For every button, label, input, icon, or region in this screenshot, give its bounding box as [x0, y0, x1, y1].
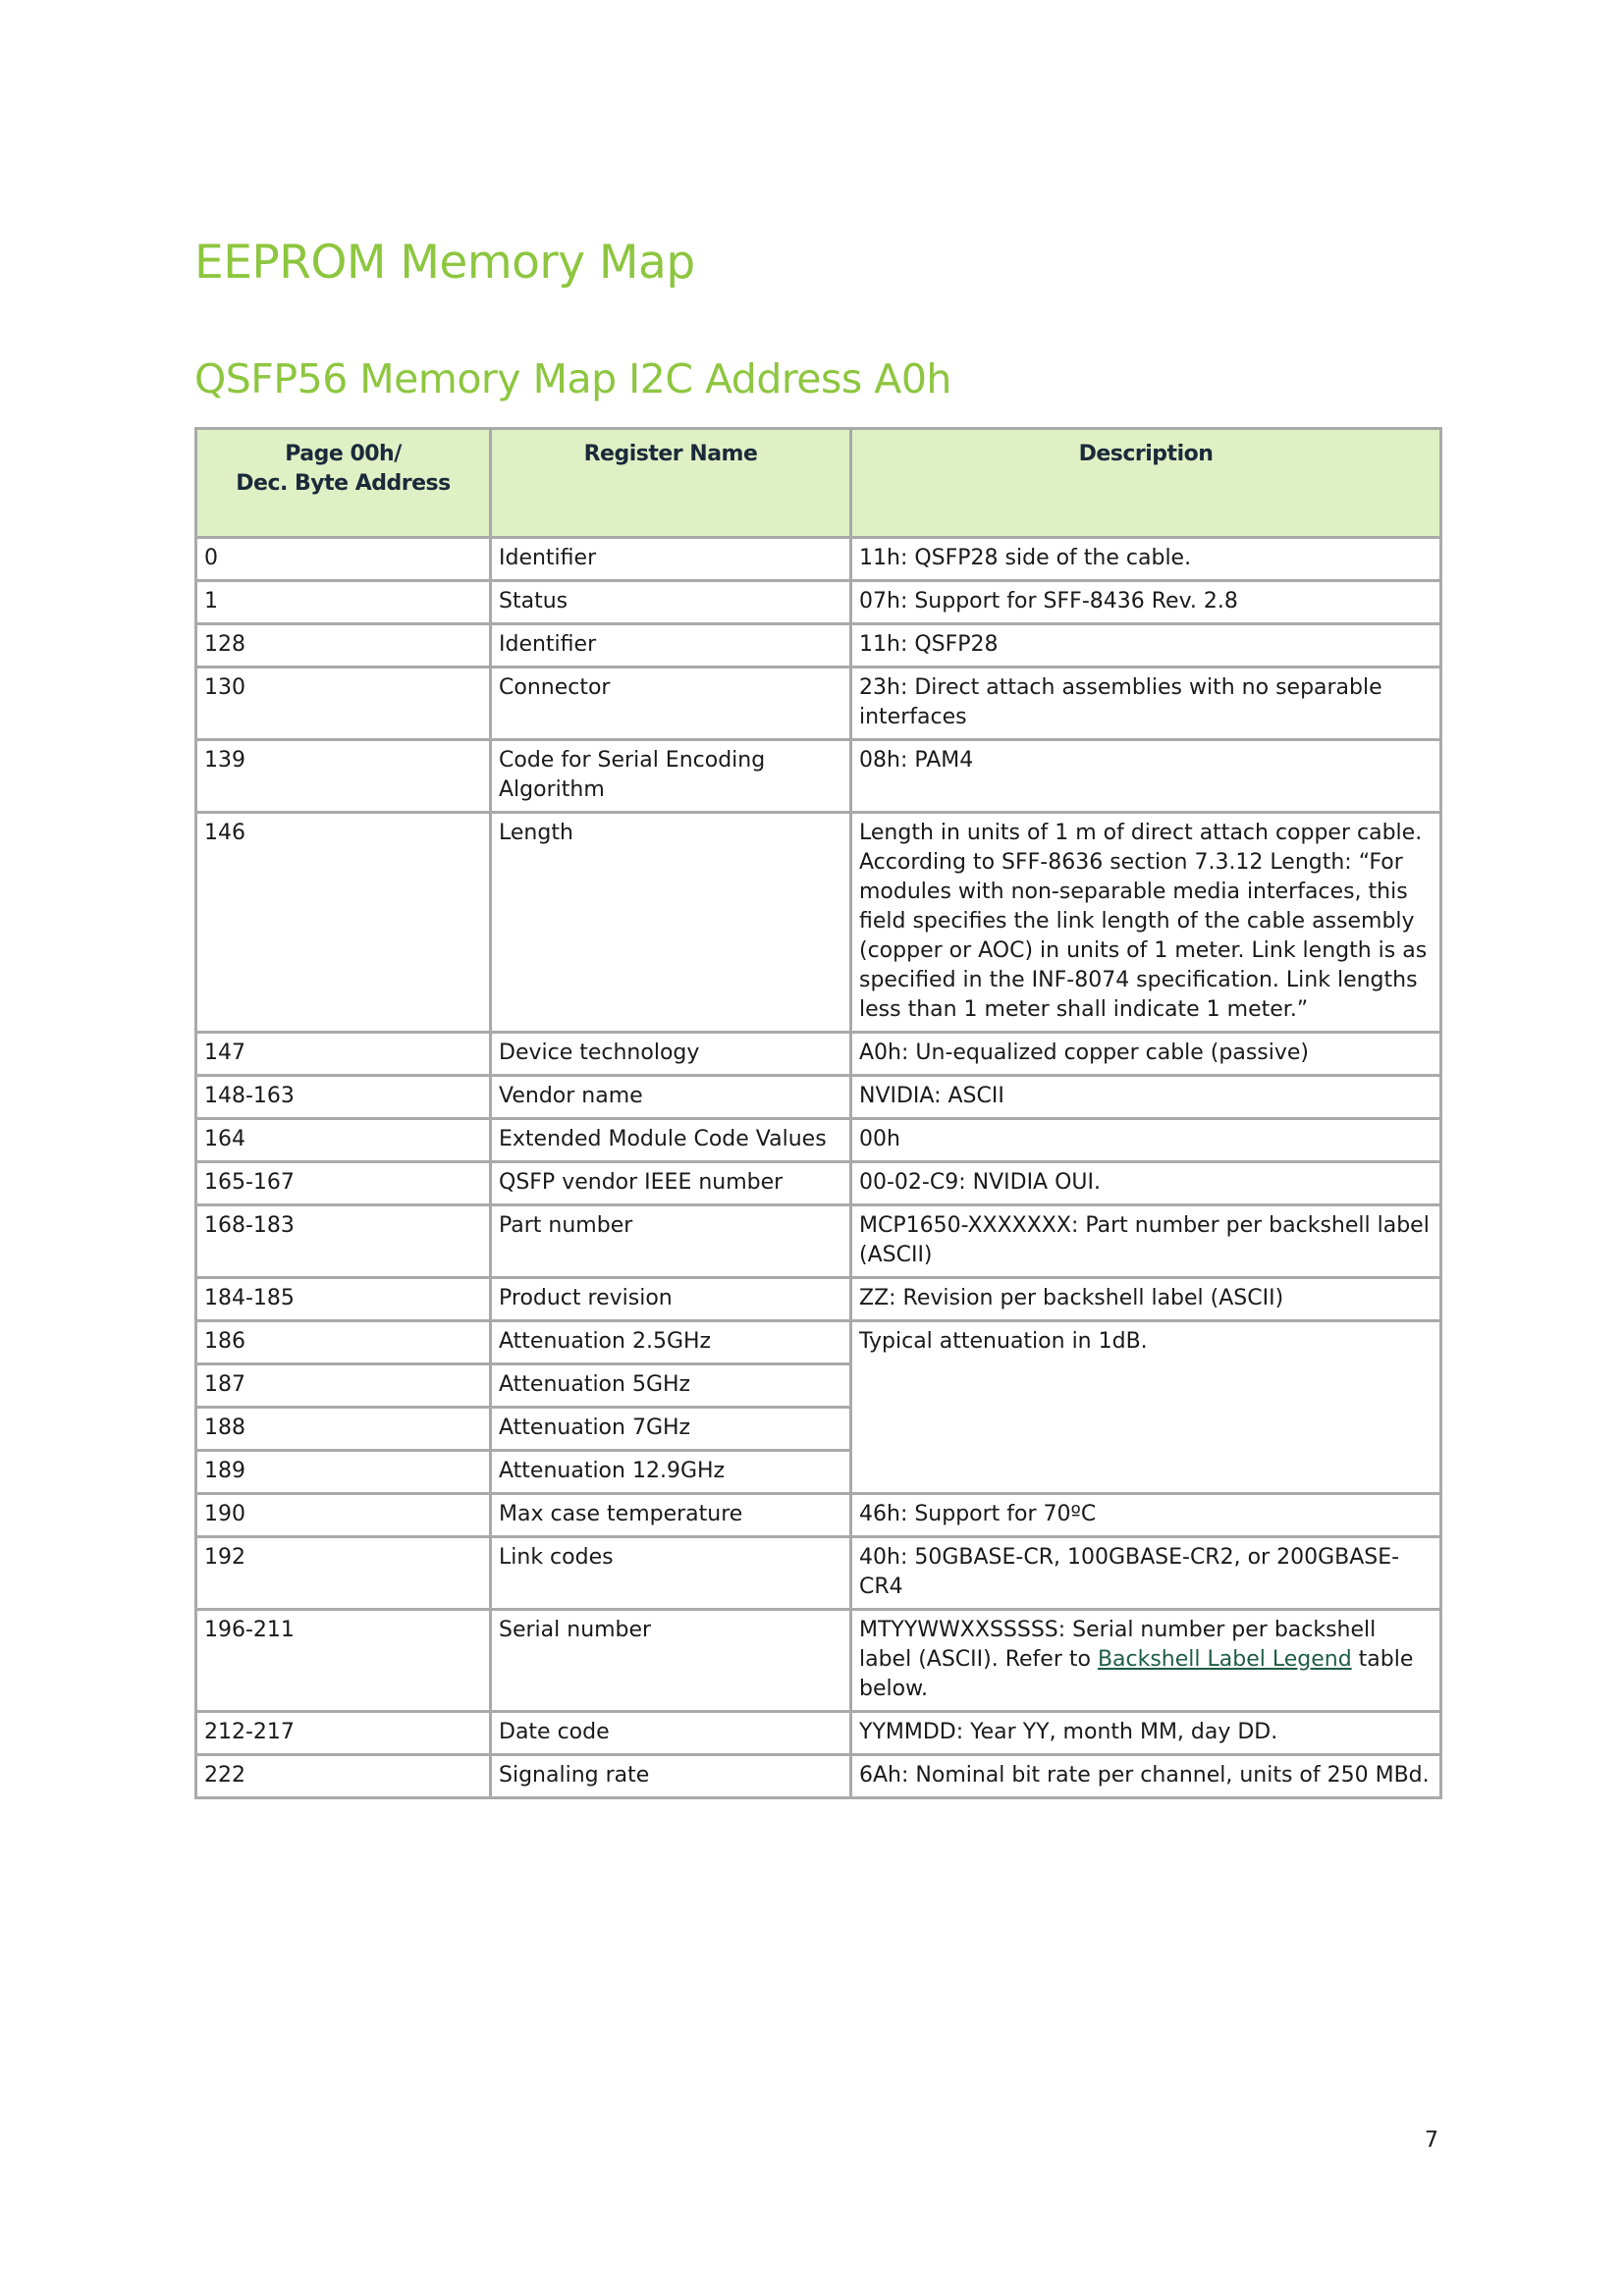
address-cell: 187 [196, 1364, 491, 1408]
header-register-name: Register Name [491, 429, 851, 538]
table-row [196, 1076, 1441, 1119]
description-cell: 00h [851, 1119, 1441, 1162]
table-row [196, 1755, 1441, 1798]
description-cell: 6Ah: Nominal bit rate per channel, units of 250 MBd. [851, 1755, 1441, 1798]
address-cell: 165-167 [196, 1162, 491, 1205]
description-cell: MCP1650-XXXXXXX: Part number per backshell label (ASCII) [851, 1205, 1441, 1278]
description-text: MTYYWWXXSSSSS: Serial number per backshell label (ASCII). Refer to [859, 1618, 1377, 1672]
table-row [196, 813, 1441, 1033]
register-name-cell: Device technology [491, 1033, 851, 1076]
address-cell: 186 [196, 1321, 491, 1364]
register-name-cell: Attenuation 2.5GHz [491, 1321, 851, 1364]
memory-map-table [194, 427, 1442, 1799]
description-cell: 11h: QSFP28 [851, 624, 1441, 667]
address-cell: 192 [196, 1537, 491, 1610]
description-cell: 07h: Support for SFF-8436 Rev. 2.8 [851, 581, 1441, 624]
register-name-cell: Length [491, 813, 851, 1033]
address-cell: 196-211 [196, 1610, 491, 1712]
register-name-cell: Attenuation 12.9GHz [491, 1451, 851, 1494]
table-row [196, 667, 1441, 740]
table-body [196, 538, 1441, 1798]
description-text-after: table below. [859, 1647, 1414, 1701]
description-cell: YYMMDD: Year YY, month MM, day DD. [851, 1712, 1441, 1755]
register-name-cell: Date code [491, 1712, 851, 1755]
register-name-cell: Connector [491, 667, 851, 740]
register-name-cell: Code for Serial Encoding Algorithm [491, 740, 851, 813]
table-row [196, 1712, 1441, 1755]
description-cell: 23h: Direct attach assemblies with no separable interfaces [851, 667, 1441, 740]
page-title: EEPROM Memory Map [194, 236, 695, 290]
register-name-cell: Part number [491, 1205, 851, 1278]
table-row [196, 538, 1441, 581]
address-cell: 1 [196, 581, 491, 624]
address-cell: 188 [196, 1408, 491, 1451]
address-cell: 190 [196, 1494, 491, 1537]
description-cell: 40h: 50GBASE-CR, 100GBASE-CR2, or 200GBASE-CR4 [851, 1537, 1441, 1610]
table-header-row [196, 429, 1441, 538]
table-row [196, 1119, 1441, 1162]
address-cell: 189 [196, 1451, 491, 1494]
description-cell: A0h: Un-equalized copper cable (passive) [851, 1033, 1441, 1076]
table-row [196, 1537, 1441, 1610]
register-name-cell: Attenuation 7GHz [491, 1408, 851, 1451]
table-row [196, 1494, 1441, 1537]
register-name-cell: Signaling rate [491, 1755, 851, 1798]
description-cell: 08h: PAM4 [851, 740, 1441, 813]
register-name-cell: QSFP vendor IEEE number [491, 1162, 851, 1205]
section-title: QSFP56 Memory Map I2C Address A0h [194, 355, 951, 402]
description-cell: ZZ: Revision per backshell label (ASCII) [851, 1278, 1441, 1321]
register-name-cell: Attenuation 5GHz [491, 1364, 851, 1408]
address-cell: 139 [196, 740, 491, 813]
header-address: Page 00h/ Dec. Byte Address [196, 429, 491, 538]
address-cell: 147 [196, 1033, 491, 1076]
backshell-label-legend-link[interactable]: Backshell Label Legend [1097, 1647, 1352, 1672]
address-cell: 128 [196, 624, 491, 667]
register-name-cell: Extended Module Code Values [491, 1119, 851, 1162]
register-name-cell: Status [491, 581, 851, 624]
table-row [196, 1162, 1441, 1205]
address-cell: 130 [196, 667, 491, 740]
address-cell: 222 [196, 1755, 491, 1798]
table-row [196, 1278, 1441, 1321]
description-cell: 46h: Support for 70ºC [851, 1494, 1441, 1537]
register-name-cell: Max case temperature [491, 1494, 851, 1537]
address-cell: 168-183 [196, 1205, 491, 1278]
address-cell: 184-185 [196, 1278, 491, 1321]
table-row [196, 1610, 1441, 1712]
register-name-cell: Vendor name [491, 1076, 851, 1119]
description-cell [851, 1610, 1441, 1712]
address-cell: 146 [196, 813, 491, 1033]
table-row [196, 1205, 1441, 1278]
address-cell: 164 [196, 1119, 491, 1162]
register-name-cell: Identifier [491, 538, 851, 581]
header-description: Description [851, 429, 1441, 538]
description-cell: 00-02-C9: NVIDIA OUI. [851, 1162, 1441, 1205]
register-name-cell: Identifier [491, 624, 851, 667]
description-cell: NVIDIA: ASCII [851, 1076, 1441, 1119]
description-cell: 11h: QSFP28 side of the cable. [851, 538, 1441, 581]
page-number: 7 [1425, 2128, 1438, 2153]
address-cell: 212-217 [196, 1712, 491, 1755]
address-cell: 148-163 [196, 1076, 491, 1119]
table-row [196, 581, 1441, 624]
description-cell: Length in units of 1 m of direct attach copper cable. According to SFF-8636 section 7.3.12 Length: “For modules with non-separable media interfaces, this field specifies the link length of the cable assembly (copper or AOC) in units of 1 meter. Link length is as specified in the INF-8074 specification. Link lengths less than 1 meter shall indicate 1 meter.” [851, 813, 1441, 1033]
table-row [196, 1321, 1441, 1364]
description-cell: Typical attenuation in 1dB. [851, 1321, 1441, 1494]
table-row [196, 624, 1441, 667]
address-cell: 0 [196, 538, 491, 581]
register-name-cell: Product revision [491, 1278, 851, 1321]
table-row [196, 1033, 1441, 1076]
register-name-cell: Serial number [491, 1610, 851, 1712]
table-row [196, 740, 1441, 813]
register-name-cell: Link codes [491, 1537, 851, 1610]
